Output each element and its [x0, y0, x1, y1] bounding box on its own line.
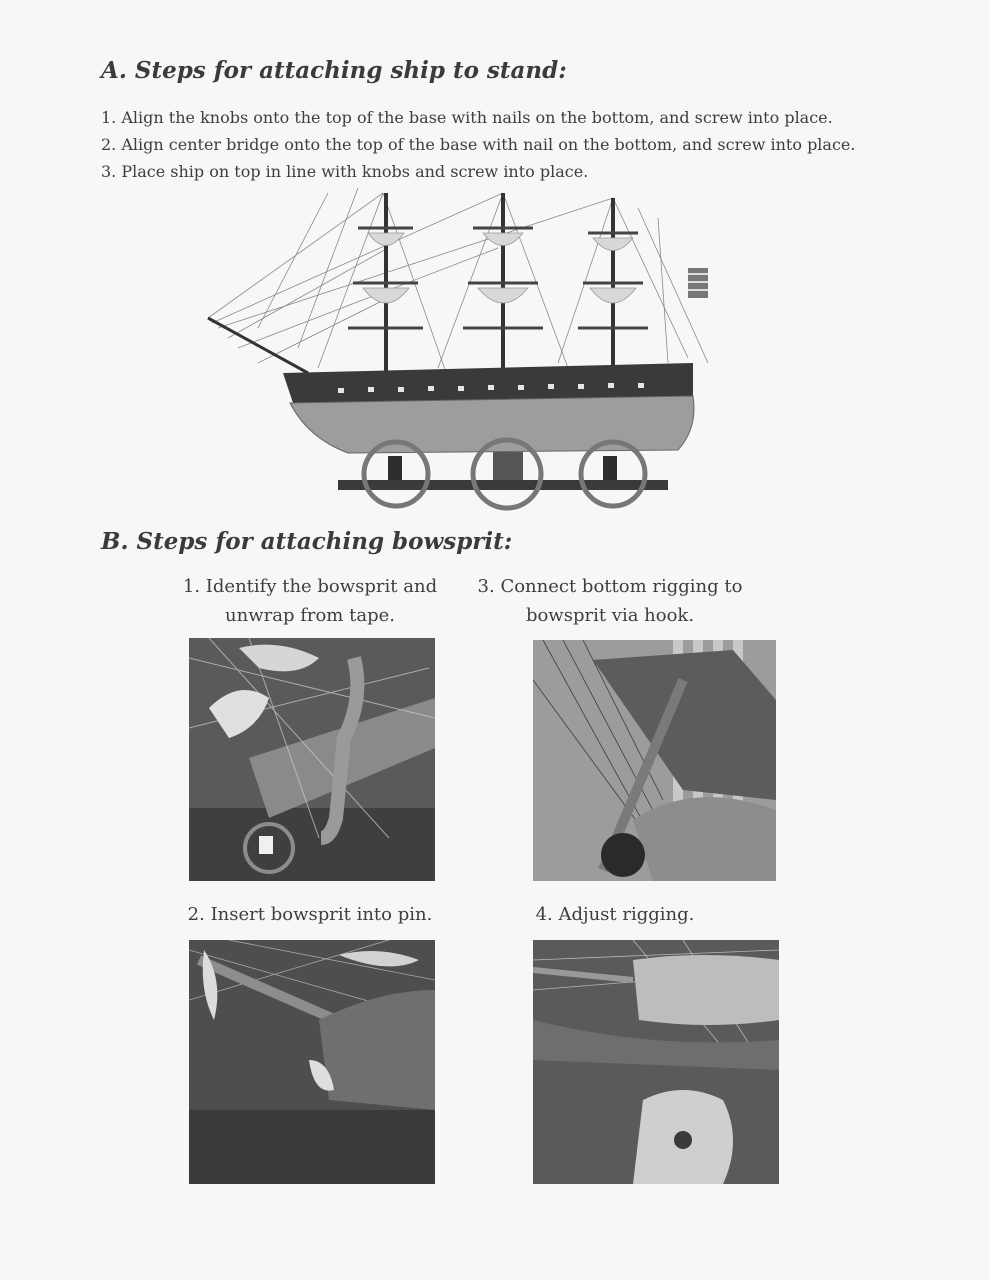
section-b-heading: B. Steps for attaching bowsprit: — [101, 528, 513, 555]
bowsprit-step-3-caption: 3. Connect bottom rigging to bowsprit via hook. — [477, 576, 743, 626]
stand-step-2: 2. Align center bridge onto the top of the base with nail on the bottom, and screw into place. — [101, 135, 856, 154]
bowsprit-step-1-photo — [189, 638, 435, 881]
stand-step-1: 1. Align the knobs onto the top of the base with nails on the bottom, and screw into place. — [101, 108, 833, 127]
bowsprit-step-1-caption: 1. Identify the bowsprit and unwrap from tape. — [182, 576, 438, 626]
section-a-heading: A. Steps for attaching ship to stand: — [101, 57, 567, 84]
bowsprit-step-4-photo — [533, 940, 779, 1184]
bowsprit-step-3-photo — [533, 640, 776, 881]
bowsprit-step-2-photo — [189, 940, 435, 1184]
bowsprit-step-2-caption: 2. Insert bowsprit into pin. — [187, 904, 433, 925]
stand-steps-list — [101, 104, 855, 185]
bowsprit-step-4-caption: 4. Adjust rigging. — [535, 904, 695, 925]
stand-step-3: 3. Place ship on top in line with knobs and screw into place. — [101, 162, 589, 181]
ship-on-stand-image — [198, 188, 738, 518]
